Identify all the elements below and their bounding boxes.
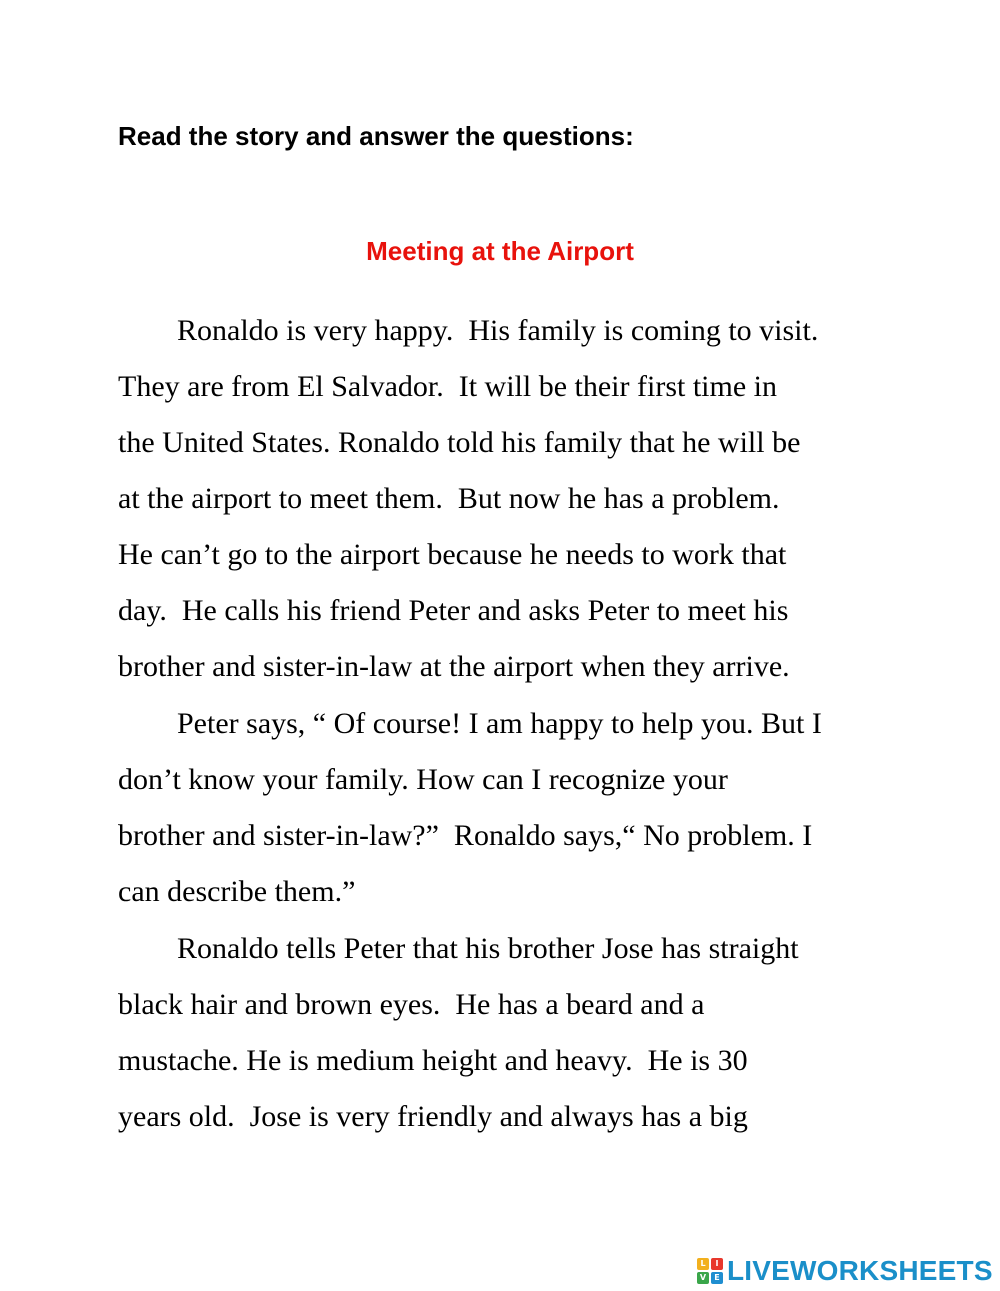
instruction-heading: Read the story and answer the questions:	[118, 121, 634, 151]
story-line: Peter says, “ Of course! I am happy to help you. But I	[177, 707, 822, 740]
logo-tile: V	[697, 1272, 709, 1284]
story-line: Ronaldo tells Peter that his brother Jose has straight	[177, 932, 799, 965]
story-line: can describe them.”	[118, 875, 356, 908]
logo-tile: I	[711, 1258, 723, 1270]
story-line: brother and sister-in-law?” Ronaldo says,“ No problem. I	[118, 819, 813, 852]
logo-tile: L	[697, 1258, 709, 1270]
story-line: mustache. He is medium height and heavy. He is 30	[118, 1044, 748, 1077]
story-line: at the airport to meet them. But now he has a problem.	[118, 482, 780, 515]
story-title: Meeting at the Airport	[366, 236, 634, 266]
story-line: They are from El Salvador. It will be their first time in	[118, 370, 777, 403]
story-line: the United States. Ronaldo told his family that he will be	[118, 426, 801, 459]
story-line: day. He calls his friend Peter and asks Peter to meet his	[118, 594, 789, 627]
liveworksheets-brand[interactable]	[697, 1254, 993, 1288]
brand-name: LIVEWORKSHEETS	[727, 1255, 993, 1286]
story-line: years old. Jose is very friendly and always has a big	[118, 1100, 748, 1133]
liveworksheets-logo-icon	[697, 1258, 723, 1284]
story-line: brother and sister-in-law at the airport when they arrive.	[118, 650, 790, 683]
story-line: don’t know your family. How can I recognize your	[118, 763, 728, 796]
logo-tile: E	[711, 1272, 723, 1284]
story-line: He can’t go to the airport because he needs to work that	[118, 538, 787, 571]
story-line: Ronaldo is very happy. His family is coming to visit.	[177, 314, 819, 347]
story-line: black hair and brown eyes. He has a beard and a	[118, 988, 705, 1021]
